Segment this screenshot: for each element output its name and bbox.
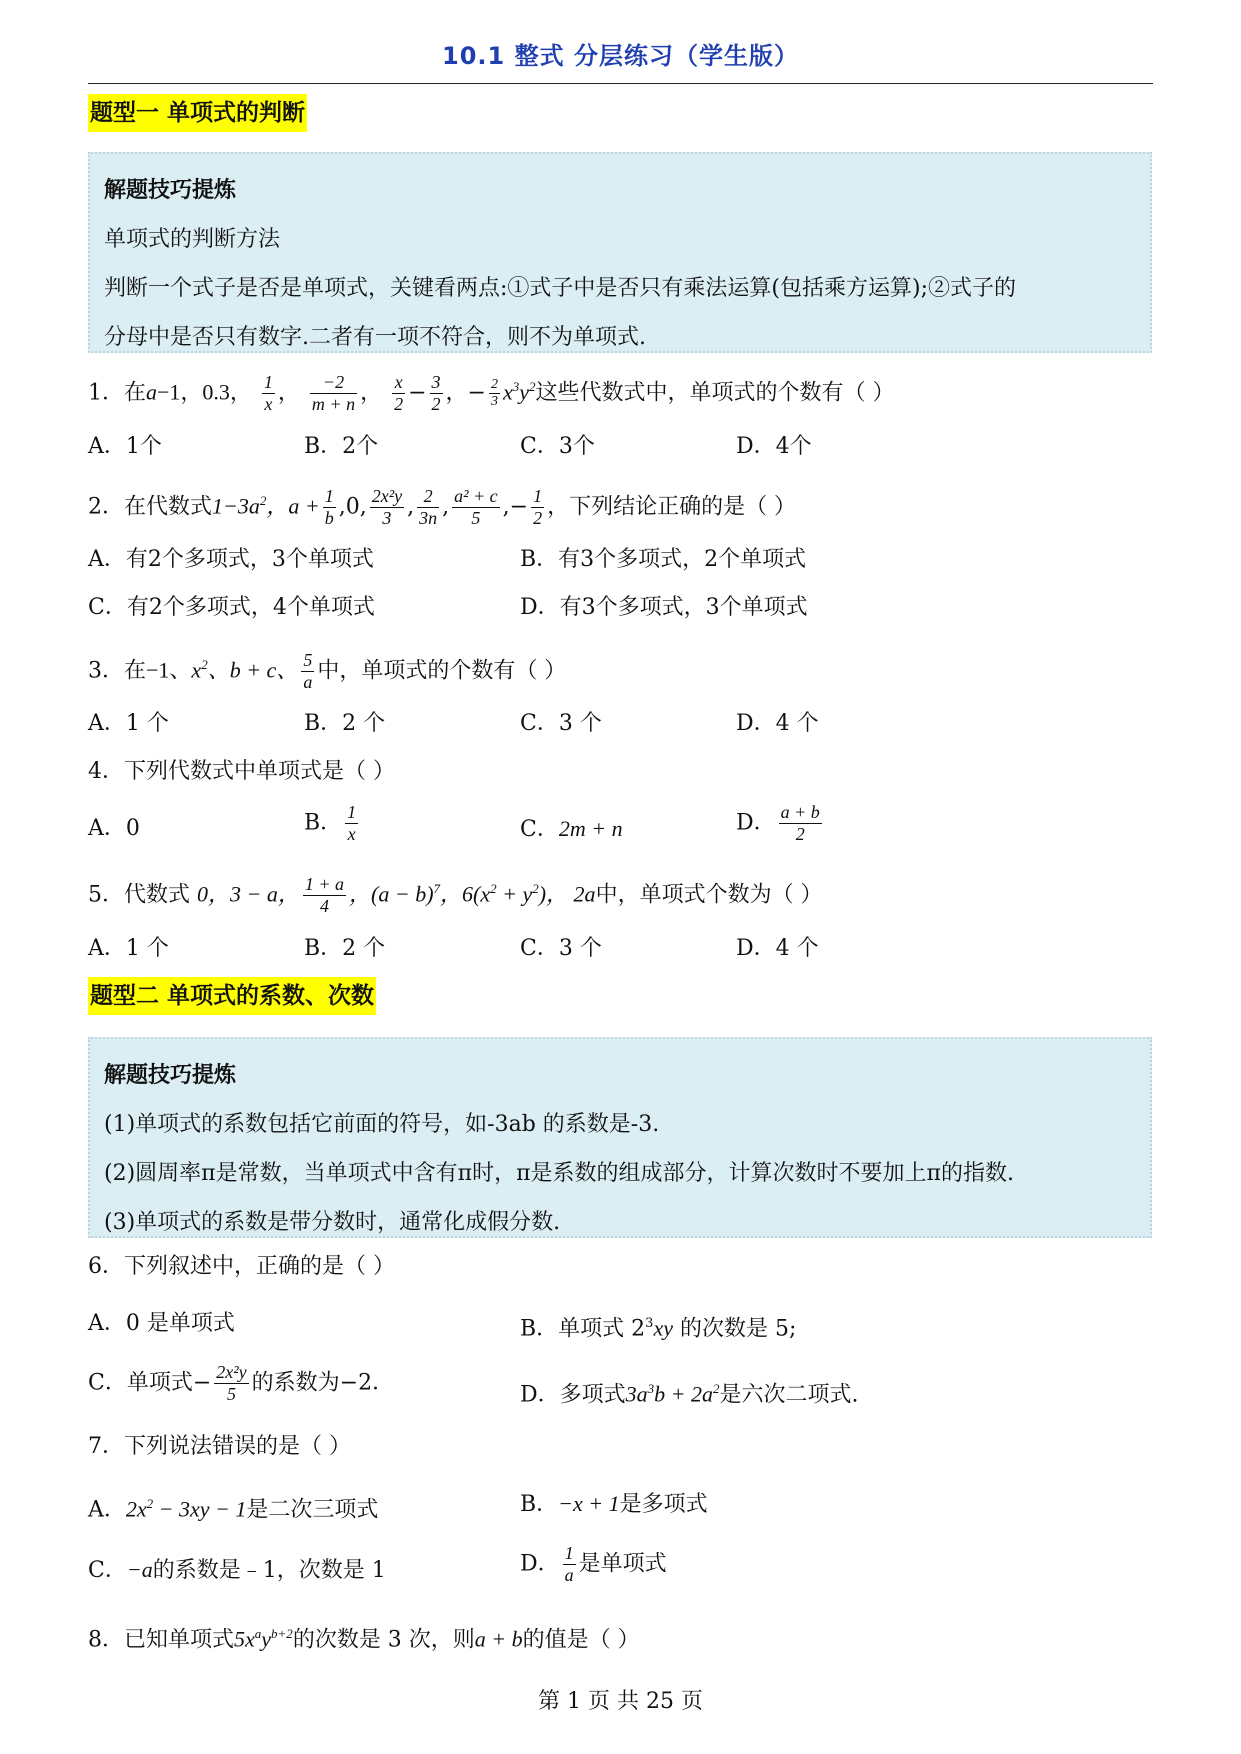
option-b: B．2 个 (304, 711, 386, 736)
document-title: 10.1 整式 分层练习（学生版） (442, 42, 799, 70)
question-3: 3．在−1、$x^2$、b + c、 $\frac{5}{a}$ 中，单项式的个数有（ ） (88, 649, 567, 692)
option-a: A．有2个多项式，3个单项式 (88, 547, 374, 572)
fraction: $\frac{x}{2}$ (394, 371, 404, 414)
tip-title: 解题技巧提炼 (104, 178, 237, 203)
option-b: B．−x + 1是多项式 (520, 1491, 708, 1517)
option-c: C．有2个多项式，4个单项式 (88, 595, 375, 620)
question-7: 7．下列说法错误的是（ ） (88, 1434, 351, 1459)
fraction: $\frac{\text{2x²y}}{3}$ (371, 485, 403, 528)
fraction: $\frac{1 + a}{4}$ (304, 873, 345, 916)
fraction: $\frac{1}{x}$ (263, 371, 273, 414)
fraction: $\frac{5}{a}$ (303, 649, 313, 692)
option-c: C．单项式− $\frac{\text{2x²y}}{5}$ 的系数为−2． (88, 1362, 395, 1404)
question-1: 1．在a−1，0.3， $\frac{1}{x}$ ， $\frac{-2}{m + n}$ ， $\frac{x}{2}$ − $\frac{3}{2}$ ，− $\frac{2}{3}$ $x^3y^2$这些代数式中，单项式的个数有（ ） (88, 371, 895, 414)
question-2: 2．在代数式$1-3a^2$，a + $\frac{1}{b}$ ,0, $\frac{\text{2x²y}}{3}$ , $\frac{2}{3n}$ , $\frac{\text{a² + c}}{5}$ ,− $\frac{1}{2}$ ，下列结论正确的是（ ） (88, 485, 797, 528)
option-b: B．2 个 (304, 936, 386, 961)
tip-line: 判断一个式子是否是单项式，关键看两点:①式子中是否只有乘法运算(包括乘方运算);②式子的 (104, 276, 1016, 301)
fraction: $\frac{-2}{m + n}$ (311, 371, 356, 414)
question-4: 4．下列代数式中单项式是（ ） (88, 759, 395, 784)
question-5: 5．代数式 0，3 − a， $\frac{1 + a}{4}$ ，$(a - b)^7$，$6(x^2 + y^2)$， 2a中，单项式个数为（ ） (88, 873, 823, 916)
option-b: B．单项式 $2^3xy$ 的次数是 5; (520, 1315, 797, 1342)
option-d: D．有3个多项式，3个单项式 (520, 595, 808, 620)
option-c: C．3 个 (520, 711, 602, 736)
option-a: A．0 (88, 816, 140, 841)
question-6: 6．下列叙述中，正确的是（ ） (88, 1254, 395, 1279)
option-d: D．4个 (736, 434, 812, 459)
tip-box-2 (88, 1037, 1152, 1238)
option-c: C．3 个 (520, 936, 602, 961)
option-c: C．2m + n (520, 816, 623, 842)
section-title-2: 题型二 单项式的系数、次数 (88, 977, 376, 1015)
tip-line: (2)圆周率π是常数，当单项式中含有π时，π是系数的组成部分，计算次数时不要加上π的指数. (104, 1161, 1014, 1186)
tip-line: (3)单项式的系数是带分数时，通常化成假分数. (104, 1210, 561, 1235)
tip-line: 分母中是否只有数字.二者有一项不符合，则不为单项式. (104, 325, 646, 350)
fraction: $\frac{1}{a}$ (564, 1543, 574, 1585)
option-a: A．$2x^2 - 3xy - 1$是二次三项式 (88, 1496, 379, 1523)
option-c: C．3个 (520, 434, 595, 459)
fraction: $\frac{a + b}{2}$ (780, 802, 820, 844)
option-b: B． $\frac{1}{x}$ (304, 802, 357, 844)
option-a: A．1 个 (88, 711, 169, 736)
section-title-1: 题型一 单项式的判断 (88, 94, 307, 132)
option-d: D．多项式$3a^3b + 2a^2$是六次二项式. (520, 1381, 859, 1408)
option-d: D． $\frac{a + b}{2}$ (736, 802, 820, 844)
option-d: D．4 个 (736, 936, 819, 961)
option-a: A．1个 (88, 434, 162, 459)
fraction: $\frac{1}{2}$ (533, 485, 543, 528)
fraction: $\frac{1}{b}$ (324, 485, 334, 528)
tip-box-1 (88, 152, 1152, 353)
option-b: B．有3个多项式，2个单项式 (520, 547, 807, 572)
fraction: $\frac{1}{x}$ (347, 802, 357, 844)
option-b: B．2个 (304, 434, 379, 459)
tip-line: 单项式的判断方法 (104, 227, 281, 252)
fraction: $\frac{2}{3}$ (490, 376, 498, 409)
tip-title: 解题技巧提炼 (104, 1063, 237, 1088)
option-d: D．4 个 (736, 711, 819, 736)
question-8: 8．已知单项式$5x^ay^{b+2}$的次数是 3 次，则a + b的值是（ ） (88, 1626, 640, 1653)
fraction: $\frac{\text{a² + c}}{5}$ (454, 485, 498, 528)
option-a: A．0 是单项式 (88, 1311, 235, 1336)
page-number: 第 1 页 共 25 页 (538, 1689, 703, 1714)
header-divider (88, 83, 1153, 84)
option-d: D． $\frac{1}{a}$ 是单项式 (520, 1543, 667, 1585)
option-a: A．1 个 (88, 936, 169, 961)
fraction: $\frac{2}{3n}$ (419, 485, 438, 528)
option-c: C．−a的系数是﹣1，次数是 1 (88, 1557, 386, 1583)
fraction: $\frac{3}{2}$ (431, 371, 441, 414)
fraction: $\frac{\text{2x²y}}{5}$ (216, 1362, 247, 1404)
tip-line: (1)单项式的系数包括它前面的符号，如-3ab 的系数是-3. (104, 1112, 660, 1137)
